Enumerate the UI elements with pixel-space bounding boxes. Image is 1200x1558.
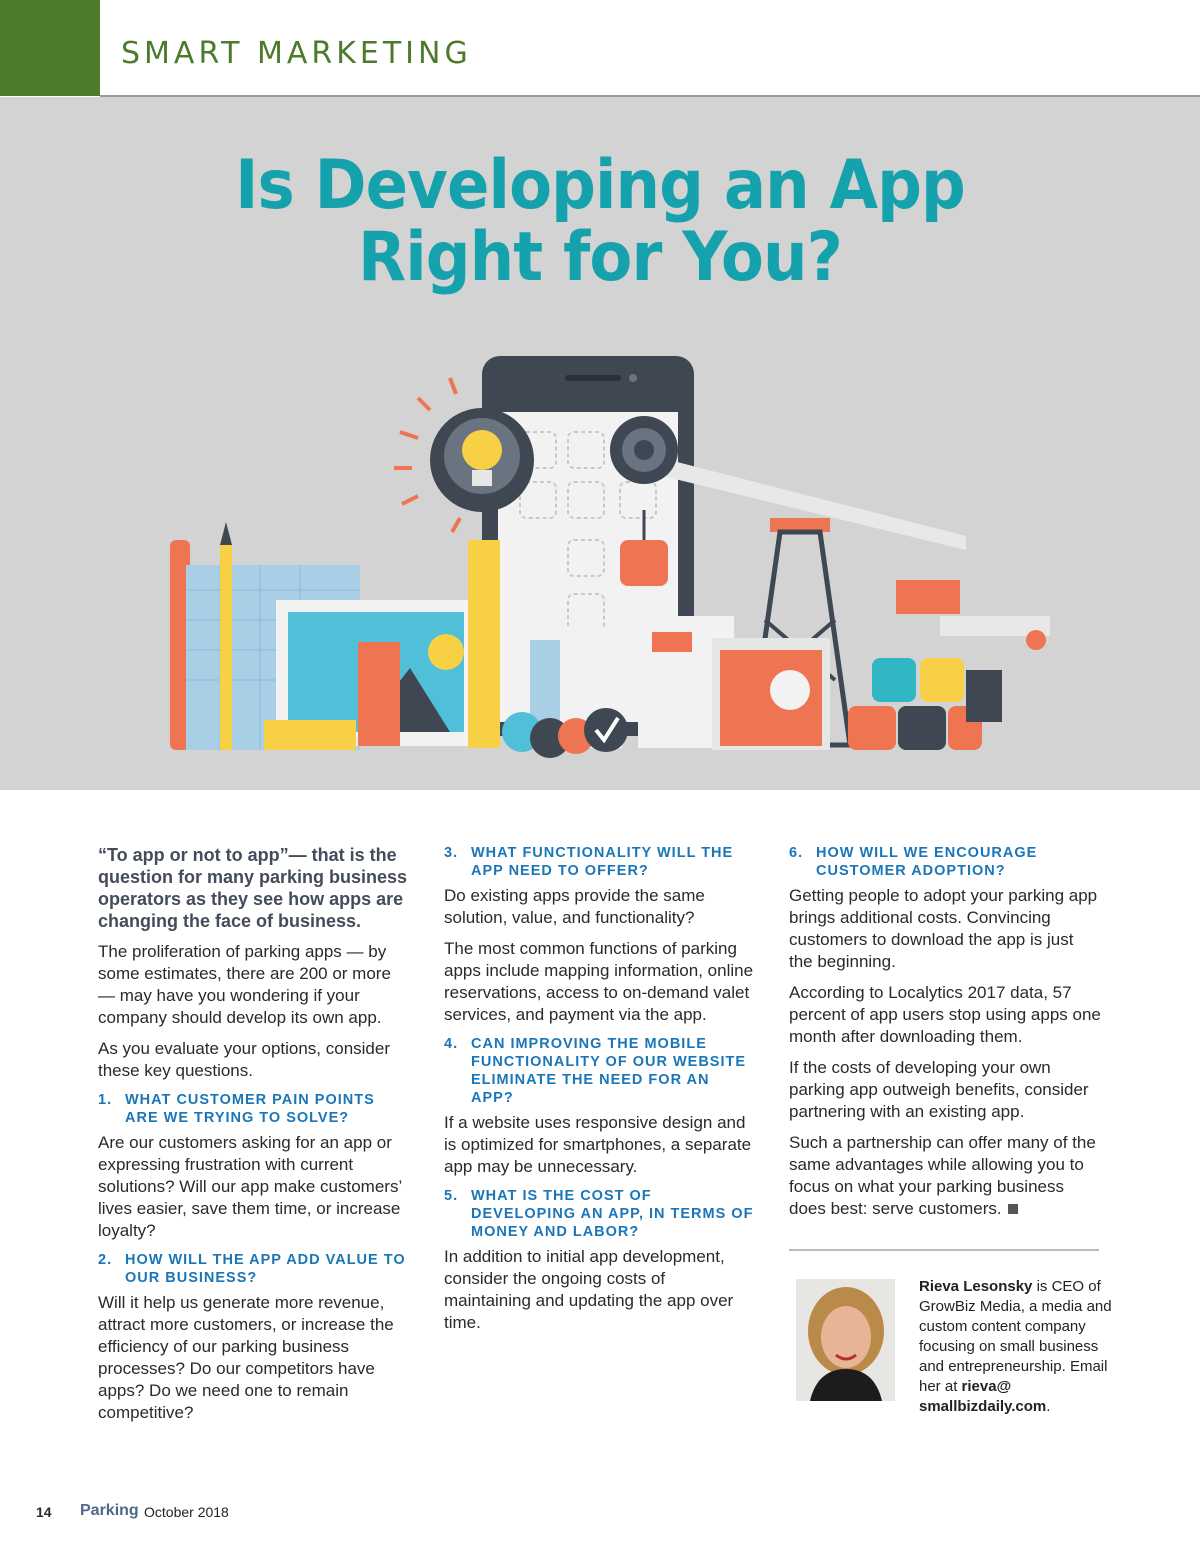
question-body-6b: According to Localytics 2017 data, 57 percent of app users stop using apps one month after downloading them. bbox=[789, 983, 1101, 1046]
intro-paragraph-2: As you evaluate your options, consider these key questions. bbox=[98, 1039, 391, 1080]
author-bio bbox=[919, 1277, 1119, 1417]
author-bio-end: . bbox=[1046, 1398, 1051, 1415]
app-development-illustration bbox=[160, 350, 1060, 770]
author-email: rieva@ smallbizdaily.com bbox=[919, 1378, 1047, 1415]
closing-text: Such a partnership can offer many of the same advantages while allowing you to focus on what your parking business does best: serve customers. bbox=[789, 1133, 1096, 1218]
question-body-2: Will it help us generate more revenue, attract more customers, or increase the efficiency of our parking business processes? Do our competitors have apps? Do we need one to remain competitive? bbox=[98, 1293, 394, 1422]
question-body-6a: Getting people to adopt your parking app brings additional costs. Convincing customers to download the app is just the beginning. bbox=[789, 886, 1098, 971]
author-bio-text: is CEO of GrowBiz Media, a media and custom content company focusing on small business and entrepreneurship. Email her at bbox=[919, 1278, 1112, 1395]
question-text: HOW WILL WE ENCOURAGE CUSTOMER ADOPTION? bbox=[816, 845, 1038, 879]
intro-paragraph-1: The proliferation of parking apps — by some estimates, there are 200 or more — may have you wondering if your company should develop its own app. bbox=[98, 942, 391, 1027]
section-label: SMART MARKETING bbox=[121, 36, 472, 71]
question-text: WHAT FUNCTIONALITY WILL THE APP NEED TO OFFER? bbox=[471, 845, 734, 879]
question-body-3a: Do existing apps provide the same solution, value, and functionality? bbox=[444, 886, 705, 927]
author-photo bbox=[796, 1279, 895, 1401]
question-body-6d bbox=[789, 1132, 1101, 1220]
end-mark-icon bbox=[1008, 1204, 1018, 1214]
question-number: 1. bbox=[98, 1092, 113, 1108]
question-body-5: In addition to initial app development, consider the ongoing costs of maintaining and updating the app over time. bbox=[444, 1247, 734, 1332]
issue-date: October 2018 bbox=[144, 1504, 229, 1520]
question-heading-3 bbox=[444, 844, 756, 880]
question-heading-5 bbox=[444, 1187, 756, 1241]
article-title-line1: Is Developing an App bbox=[235, 146, 965, 225]
question-number: 5. bbox=[444, 1188, 459, 1204]
article-column-3 bbox=[789, 842, 1101, 1229]
page-number: 14 bbox=[36, 1504, 52, 1520]
article-title-line2: Right for You? bbox=[358, 218, 842, 297]
hero-banner bbox=[0, 97, 1200, 790]
question-number: 4. bbox=[444, 1036, 459, 1052]
author-name: Rieva Lesonsky bbox=[919, 1278, 1033, 1295]
article-title bbox=[48, 146, 1152, 297]
question-body-3b: The most common functions of parking apps include mapping information, online reservations, access to on-demand valet services, and payment via the app. bbox=[444, 939, 754, 1024]
question-number: 3. bbox=[444, 845, 459, 861]
question-text: CAN IMPROVING THE MOBILE FUNCTIONALITY OF OUR WEBSITE ELIMINATE THE NEED FOR AN APP? bbox=[471, 1036, 747, 1106]
header-color-block bbox=[0, 0, 100, 96]
lead-paragraph: “To app or not to app”— that is the question for many parking business operators as they see how apps are changing the face of business. bbox=[98, 845, 408, 931]
question-body-4: If a website uses responsive design and is optimized for smartphones, a separate app may be unnecessary. bbox=[444, 1113, 752, 1176]
question-text: WHAT CUSTOMER PAIN POINTS ARE WE TRYING TO SOLVE? bbox=[125, 1092, 375, 1126]
article-column-1 bbox=[98, 842, 410, 1433]
question-body-6c: If the costs of developing your own parking app outweigh benefits, consider partnering with an existing app. bbox=[789, 1058, 1089, 1121]
question-heading-4 bbox=[444, 1035, 756, 1107]
magazine-name: Parking bbox=[80, 1502, 139, 1519]
author-divider bbox=[789, 1249, 1099, 1251]
question-heading-6 bbox=[789, 844, 1101, 880]
question-number: 6. bbox=[789, 845, 804, 861]
question-text: HOW WILL THE APP ADD VALUE TO OUR BUSINESS? bbox=[125, 1252, 406, 1286]
question-body-1: Are our customers asking for an app or expressing frustration with current solutions? Will our app make customers’ lives easier, save them time, or increase loyalty? bbox=[98, 1133, 402, 1240]
question-number: 2. bbox=[98, 1252, 113, 1268]
article-column-2 bbox=[444, 842, 756, 1343]
question-heading-2 bbox=[98, 1251, 410, 1287]
question-text: WHAT IS THE COST OF DEVELOPING AN APP, IN TERMS OF MONEY AND LABOR? bbox=[471, 1188, 754, 1240]
question-heading-1 bbox=[98, 1091, 410, 1127]
